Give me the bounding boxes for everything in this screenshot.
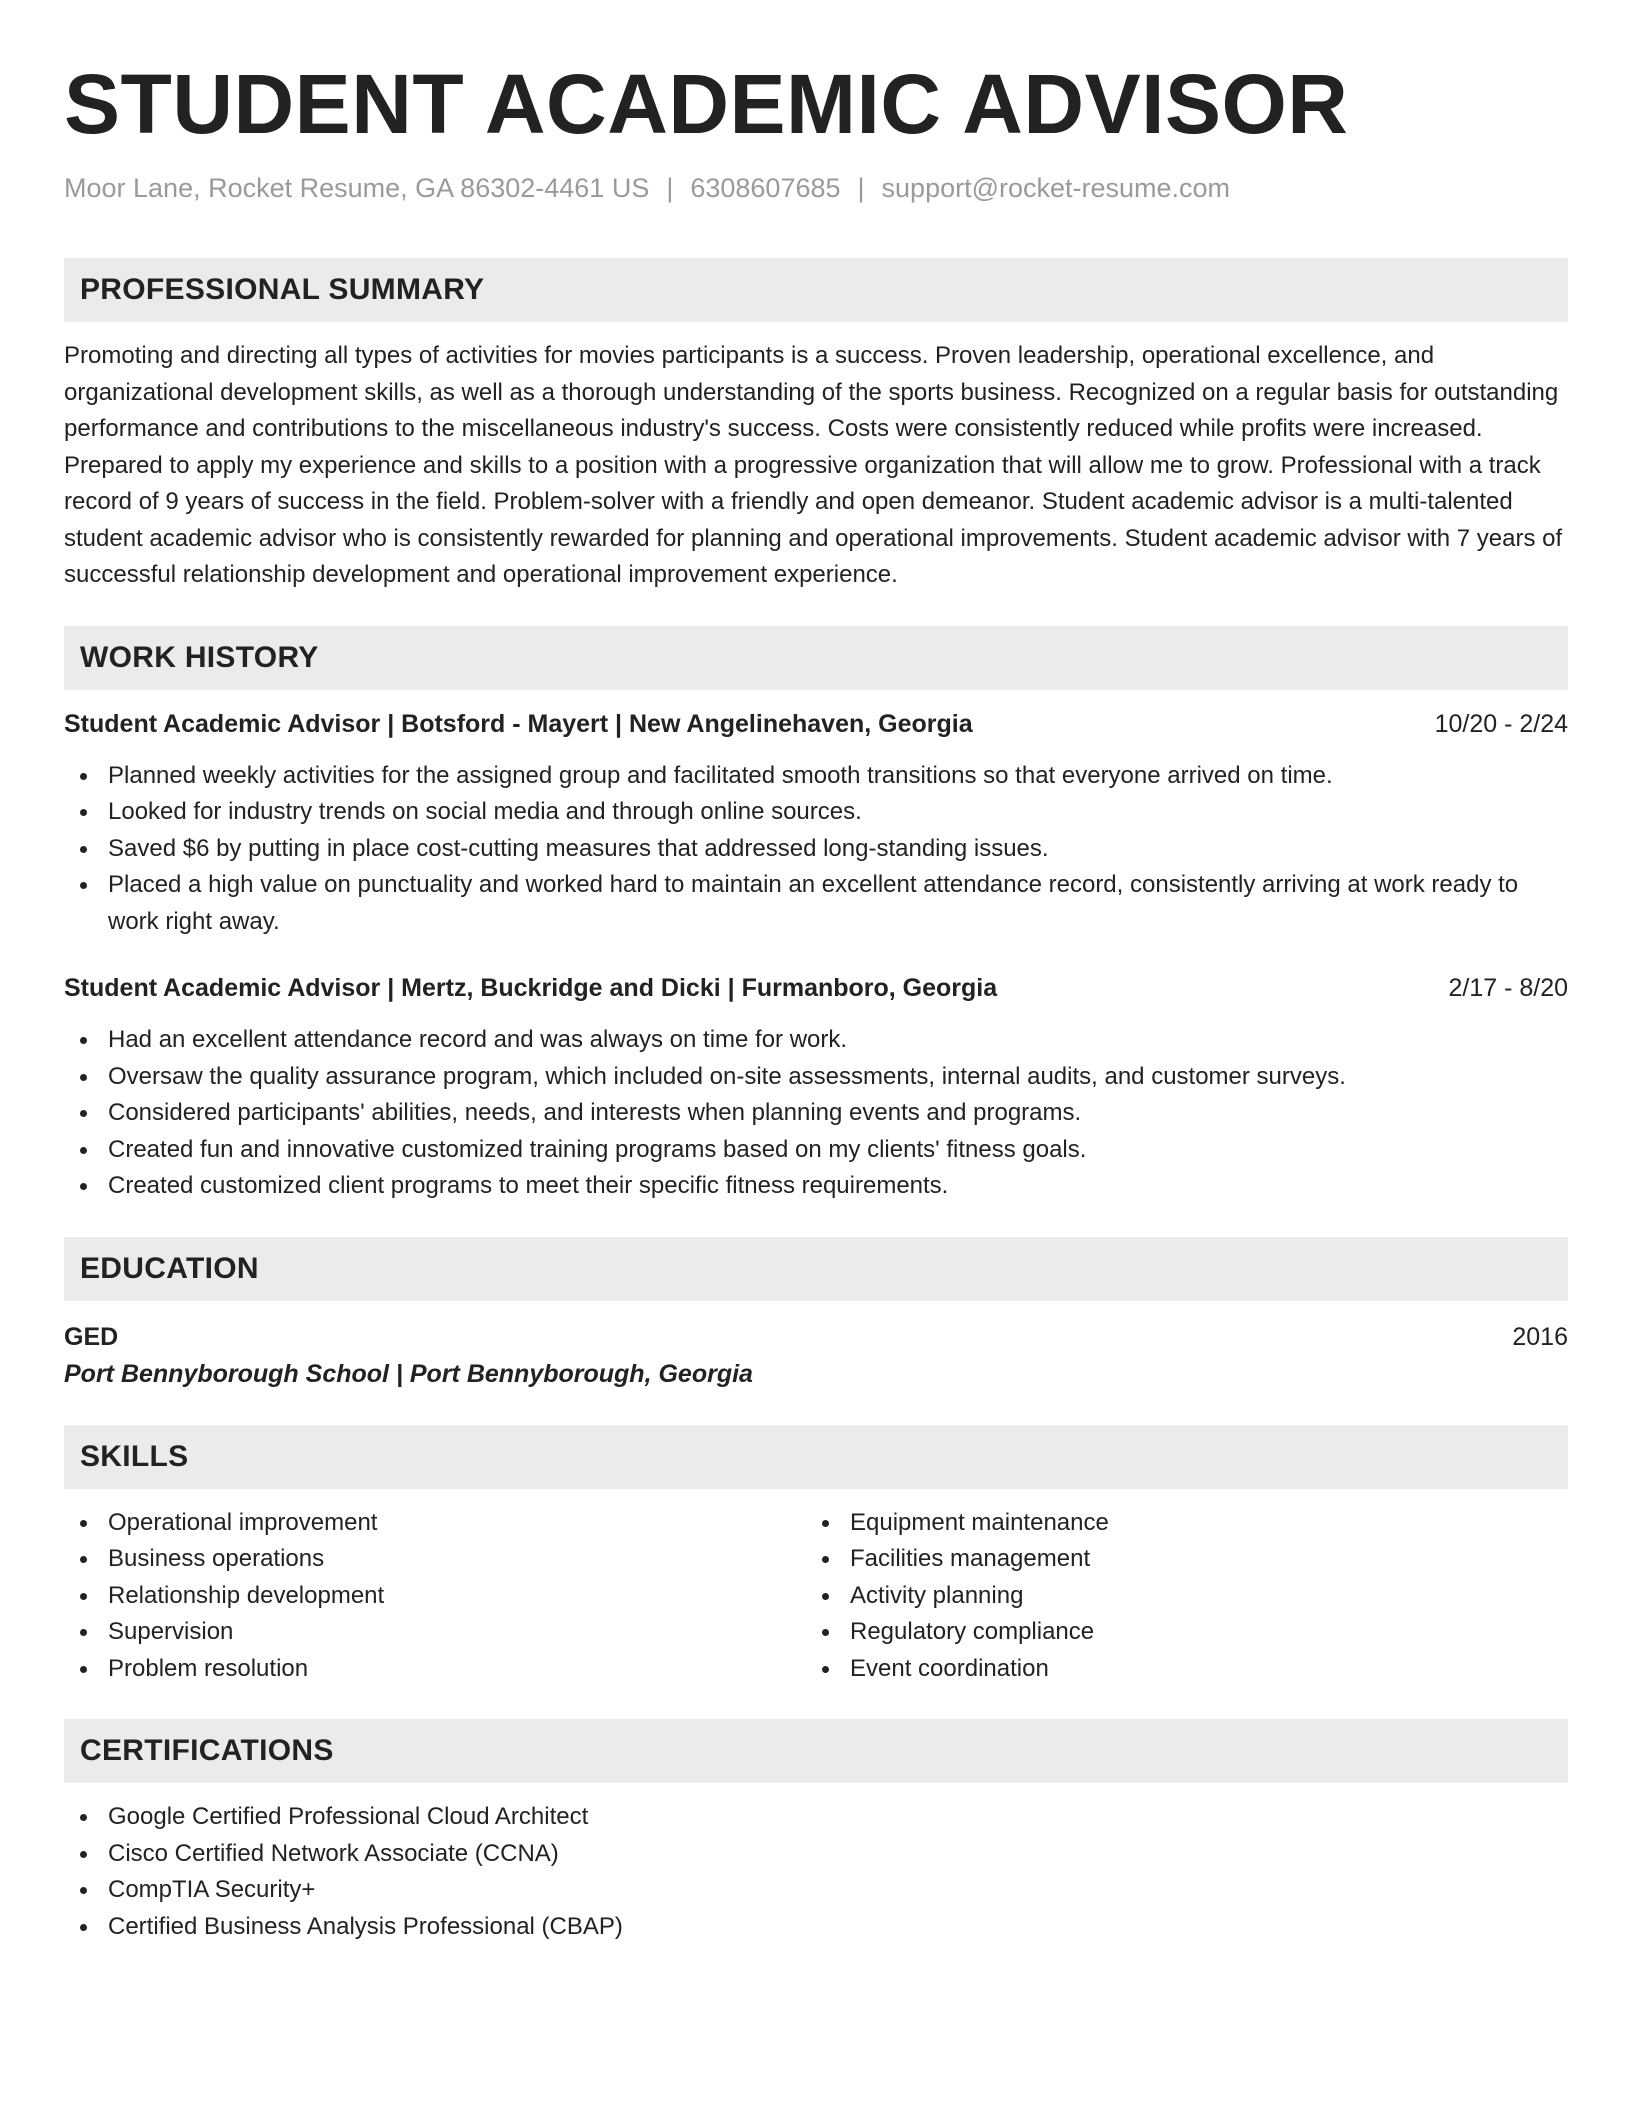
education-header bbox=[64, 1319, 1568, 1355]
list-item: Business operations bbox=[64, 1541, 806, 1578]
list-item: Operational improvement bbox=[64, 1505, 806, 1542]
skills-column-left bbox=[64, 1505, 806, 1688]
list-item: Regulatory compliance bbox=[806, 1614, 1548, 1651]
list-item: Saved $6 by putting in place cost-cutting measures that addressed long-standing issues. bbox=[64, 831, 1568, 868]
list-item: Problem resolution bbox=[64, 1651, 806, 1688]
list-item: Oversaw the quality assurance program, which included on-site assessments, internal audits, and customer surveys. bbox=[64, 1059, 1568, 1096]
job-title: Student Academic Advisor | Botsford - Mayert | New Angelinehaven, Georgia bbox=[64, 709, 973, 738]
list-item: Placed a high value on punctuality and worked hard to maintain an excellent attendance record, consistently arriving at work ready to work right away. bbox=[64, 867, 1568, 940]
skills-column-right bbox=[806, 1505, 1548, 1688]
section-heading-certifications: CERTIFICATIONS bbox=[64, 1719, 1568, 1783]
summary-text: Promoting and directing all types of activities for movies participants is a success. Proven leadership, operational excellence, and organizational development skills, as well as a thorough understanding of the sports business. Recognized on a regular basis for outstanding performance and contributions to the miscellaneous industry's success. Costs were consistently reduced while profits were increased. Prepared to apply my experience and skills to a position with a progressive organization that will allow me to grow. Professional with a track record of 9 years of success in the field. Problem-solver with a friendly and open demeanor. Student academic advisor is a multi-talented student academic advisor who is consistently rewarded for planning and operational improvements. Student academic advisor with 7 years of successful relationship development and operational improvement experience. bbox=[64, 342, 1563, 588]
section-heading-skills: SKILLS bbox=[64, 1425, 1568, 1489]
skills-list bbox=[64, 1505, 1568, 1688]
candidate-name: STUDENT ACADEMIC ADVISOR bbox=[64, 57, 1349, 151]
list-item: Google Certified Professional Cloud Architect bbox=[64, 1799, 1568, 1836]
list-item: Equipment maintenance bbox=[806, 1505, 1548, 1542]
list-item: Planned weekly activities for the assigned group and facilitated smooth transitions so that everyone arrived on time. bbox=[64, 758, 1568, 795]
list-item: Cisco Certified Network Associate (CCNA) bbox=[64, 1836, 1568, 1873]
contact-separator: | bbox=[666, 173, 674, 203]
list-item: Looked for industry trends on social media and through online sources. bbox=[64, 794, 1568, 831]
contact-phone: 6308607685 bbox=[690, 173, 841, 203]
job-dates: 10/20 - 2/24 bbox=[1434, 709, 1568, 738]
job-header bbox=[64, 706, 1568, 742]
job-entry bbox=[64, 706, 1568, 941]
job-entry bbox=[64, 970, 1568, 1205]
contact-email: support@rocket-resume.com bbox=[881, 173, 1231, 203]
section-heading-work-history: WORK HISTORY bbox=[64, 626, 1568, 690]
list-item: Certified Business Analysis Professional (CBAP) bbox=[64, 1909, 1568, 1946]
job-bullets bbox=[64, 758, 1568, 941]
education-degree: GED bbox=[64, 1322, 119, 1351]
contact-address: Moor Lane, Rocket Resume, GA 86302-4461 US bbox=[64, 173, 650, 203]
list-item: Created customized client programs to meet their specific fitness requirements. bbox=[64, 1168, 1568, 1205]
list-item: Supervision bbox=[64, 1614, 806, 1651]
list-item: Facilities management bbox=[806, 1541, 1548, 1578]
education-year: 2016 bbox=[1512, 1322, 1568, 1351]
section-heading-education: EDUCATION bbox=[64, 1237, 1568, 1301]
list-item: CompTIA Security+ bbox=[64, 1872, 1568, 1909]
list-item: Relationship development bbox=[64, 1578, 806, 1615]
list-item: Created fun and innovative customized training programs based on my clients' fitness goals. bbox=[64, 1132, 1568, 1169]
contact-line bbox=[64, 170, 1568, 206]
list-item: Considered participants' abilities, needs, and interests when planning events and programs. bbox=[64, 1095, 1568, 1132]
job-dates: 2/17 - 8/20 bbox=[1448, 974, 1568, 1002]
section-heading-summary: PROFESSIONAL SUMMARY bbox=[64, 258, 1568, 322]
job-bullets bbox=[64, 1022, 1568, 1205]
certifications-list bbox=[64, 1799, 1568, 1945]
education-school: Port Bennyborough School | Port Bennyborough, Georgia bbox=[64, 1359, 753, 1388]
list-item: Activity planning bbox=[806, 1578, 1548, 1615]
contact-separator: | bbox=[857, 173, 865, 203]
job-title: Student Academic Advisor | Mertz, Buckridge and Dicki | Furmanboro, Georgia bbox=[64, 974, 998, 1002]
education-entry bbox=[64, 1319, 1568, 1393]
job-header bbox=[64, 970, 1568, 1006]
list-item: Event coordination bbox=[806, 1651, 1548, 1688]
list-item: Had an excellent attendance record and was always on time for work. bbox=[64, 1022, 1568, 1059]
